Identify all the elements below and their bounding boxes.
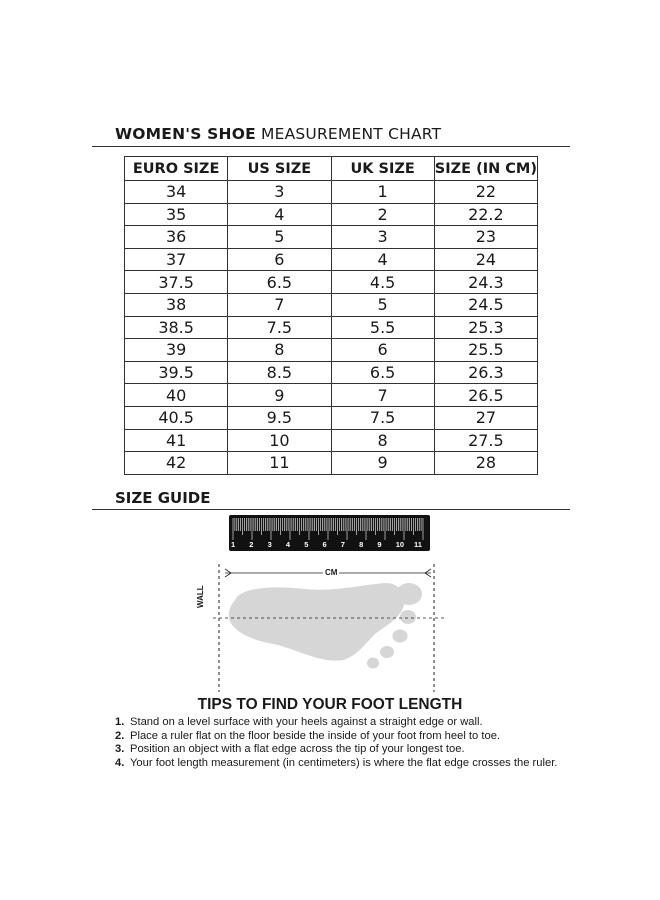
uk-size-cell: 8 bbox=[331, 429, 434, 452]
euro-size-cell: 34 bbox=[125, 181, 228, 204]
tip-item bbox=[115, 716, 557, 730]
toe-little bbox=[367, 658, 379, 669]
tip-number: 1. bbox=[115, 716, 125, 728]
euro-size-cell: 36 bbox=[125, 226, 228, 249]
toe-second bbox=[400, 610, 416, 624]
us-size-cell: 9.5 bbox=[228, 406, 331, 429]
us-size-cell: 5 bbox=[228, 226, 331, 249]
table-row bbox=[125, 248, 538, 271]
guide-divider bbox=[92, 509, 570, 510]
uk-size-cell: 9 bbox=[331, 452, 434, 475]
euro-size-cell: 39.5 bbox=[125, 361, 228, 384]
tips-list bbox=[115, 716, 557, 770]
ruler-number: 5 bbox=[304, 540, 309, 549]
tip-text: Stand on a level surface with your heels against a straight edge or wall. bbox=[130, 716, 483, 728]
uk-size-cell: 2 bbox=[331, 203, 434, 226]
uk-size-cell: 6 bbox=[331, 339, 434, 362]
table-row bbox=[125, 361, 538, 384]
us-size-cell: 10 bbox=[228, 429, 331, 452]
size-table bbox=[124, 156, 538, 475]
euro-size-cell: 40 bbox=[125, 384, 228, 407]
size-cm-cell: 23 bbox=[434, 226, 537, 249]
euro-size-cell: 39 bbox=[125, 339, 228, 362]
size-cm-cell: 26.5 bbox=[434, 384, 537, 407]
tip-text: Your foot length measurement (in centimeters) is where the flat edge crosses the ruler. bbox=[130, 756, 558, 769]
chart-title-bold: WOMEN'S SHOE bbox=[115, 125, 256, 143]
uk-size-cell: 4 bbox=[331, 248, 434, 271]
foot-diagram bbox=[195, 560, 455, 695]
table-row bbox=[125, 452, 538, 475]
us-size-cell: 7.5 bbox=[228, 316, 331, 339]
chart-title-rest: MEASUREMENT CHART bbox=[255, 125, 442, 143]
size-cm-cell: 24.5 bbox=[434, 293, 537, 316]
header-size-cm: SIZE (IN CM) bbox=[434, 157, 537, 181]
header-us-size: US SIZE bbox=[228, 157, 331, 181]
euro-size-cell: 35 bbox=[125, 203, 228, 226]
uk-size-cell: 3 bbox=[331, 226, 434, 249]
euro-size-cell: 37.5 bbox=[125, 271, 228, 294]
table-row bbox=[125, 293, 538, 316]
cm-label: CM bbox=[325, 568, 338, 577]
tip-item bbox=[115, 730, 557, 744]
tip-number: 2. bbox=[115, 729, 125, 742]
size-cm-cell: 27.5 bbox=[434, 429, 537, 452]
euro-size-cell: 38 bbox=[125, 293, 228, 316]
us-size-cell: 8 bbox=[228, 339, 331, 362]
us-size-cell: 9 bbox=[228, 384, 331, 407]
toe-fourth bbox=[380, 646, 394, 658]
us-size-cell: 6.5 bbox=[228, 271, 331, 294]
toe-third bbox=[393, 630, 408, 643]
size-cm-cell: 28 bbox=[434, 452, 537, 475]
size-cm-cell: 22.2 bbox=[434, 203, 537, 226]
ruler-number: 6 bbox=[322, 540, 327, 549]
table-row bbox=[125, 226, 538, 249]
table-row bbox=[125, 339, 538, 362]
ruler-number: 3 bbox=[267, 540, 272, 549]
table-row bbox=[125, 271, 538, 294]
size-cm-cell: 25.5 bbox=[434, 339, 537, 362]
euro-size-cell: 42 bbox=[125, 452, 228, 475]
size-cm-cell: 24 bbox=[434, 248, 537, 271]
tip-number: 3. bbox=[115, 743, 125, 755]
table-row bbox=[125, 316, 538, 339]
us-size-cell: 7 bbox=[228, 293, 331, 316]
table-row bbox=[125, 429, 538, 452]
chart-title bbox=[115, 125, 441, 143]
tip-item bbox=[115, 743, 557, 757]
uk-size-cell: 5.5 bbox=[331, 316, 434, 339]
foot-sole bbox=[229, 583, 405, 661]
table-row bbox=[125, 384, 538, 407]
size-table-header-row bbox=[125, 157, 538, 181]
tip-number: 4. bbox=[115, 756, 125, 769]
header-uk-size: UK SIZE bbox=[331, 157, 434, 181]
title-divider bbox=[92, 146, 570, 147]
size-cm-cell: 24.3 bbox=[434, 271, 537, 294]
us-size-cell: 4 bbox=[228, 203, 331, 226]
ruler-number: 2 bbox=[249, 540, 254, 549]
euro-size-cell: 37 bbox=[125, 248, 228, 271]
uk-size-cell: 7 bbox=[331, 384, 434, 407]
euro-size-cell: 40.5 bbox=[125, 406, 228, 429]
ruler-number: 4 bbox=[285, 540, 291, 549]
uk-size-cell: 4.5 bbox=[331, 271, 434, 294]
table-row bbox=[125, 181, 538, 204]
uk-size-cell: 7.5 bbox=[331, 406, 434, 429]
size-cm-cell: 25.3 bbox=[434, 316, 537, 339]
uk-size-cell: 5 bbox=[331, 293, 434, 316]
uk-size-cell: 1 bbox=[331, 181, 434, 204]
ruler-number: 9 bbox=[377, 540, 382, 549]
us-size-cell: 8.5 bbox=[228, 361, 331, 384]
tip-text: Place a ruler flat on the floor beside the inside of your foot from heel to toe. bbox=[130, 729, 501, 742]
us-size-cell: 6 bbox=[228, 248, 331, 271]
euro-size-cell: 38.5 bbox=[125, 316, 228, 339]
size-cm-cell: 27 bbox=[434, 406, 537, 429]
ruler-number: 11 bbox=[414, 540, 422, 549]
ruler-number: 7 bbox=[340, 540, 345, 549]
ruler-image bbox=[229, 515, 430, 551]
euro-size-cell: 41 bbox=[125, 429, 228, 452]
tip-text: Position an object with a flat edge across the tip of your longest toe. bbox=[130, 743, 465, 755]
size-guide-title: SIZE GUIDE bbox=[115, 489, 211, 507]
uk-size-cell: 6.5 bbox=[331, 361, 434, 384]
toe-big bbox=[396, 583, 422, 605]
wall-label: WALL bbox=[196, 585, 205, 608]
us-size-cell: 3 bbox=[228, 181, 331, 204]
ruler-number: 8 bbox=[359, 540, 364, 549]
table-row bbox=[125, 406, 538, 429]
size-cm-cell: 26.3 bbox=[434, 361, 537, 384]
tips-title: TIPS TO FIND YOUR FOOT LENGTH bbox=[197, 696, 463, 713]
tip-item bbox=[115, 757, 557, 771]
header-euro-size: EURO SIZE bbox=[125, 157, 228, 181]
ruler-number: 10 bbox=[395, 540, 405, 549]
table-row bbox=[125, 203, 538, 226]
ruler-number: 1 bbox=[231, 540, 236, 549]
us-size-cell: 11 bbox=[228, 452, 331, 475]
size-cm-cell: 22 bbox=[434, 181, 537, 204]
